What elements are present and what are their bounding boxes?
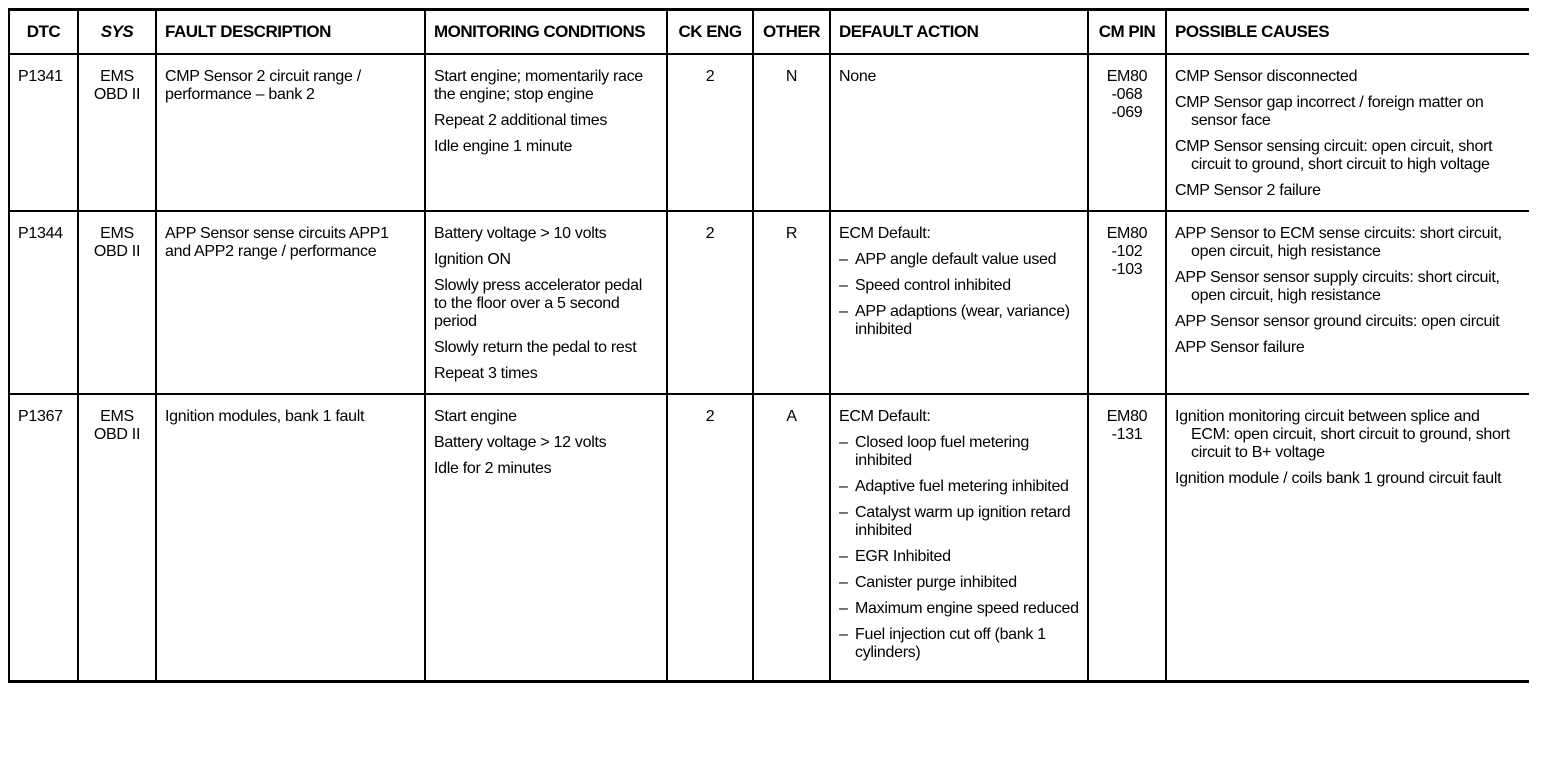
cm-pin-value: EM80 (1106, 225, 1148, 242)
default-action-title: ECM Default: (839, 408, 931, 425)
ck-eng-cell (667, 394, 753, 682)
sys-value: OBD II (93, 243, 141, 260)
sys-value: OBD II (93, 86, 141, 103)
cm-pin-value: EM80 (1106, 68, 1148, 85)
other-cell (753, 394, 830, 682)
dtc-code: P1367 (18, 408, 63, 425)
default-action-item: – Fuel injection cut off (bank 1 cylinders) (839, 626, 1079, 662)
possible-causes-cell (1166, 394, 1529, 682)
default-action-cell (830, 54, 1088, 211)
header-dtc: DTC (9, 10, 78, 55)
default-action-item: – Catalyst warm up ignition retard inhibited (839, 504, 1079, 540)
default-action-item: – Closed loop fuel metering inhibited (839, 434, 1079, 470)
fault-description: Ignition modules, bank 1 fault (165, 408, 365, 425)
sys-cell (78, 54, 156, 211)
other-value: A (786, 408, 797, 425)
default-action-item: – Maximum engine speed reduced (839, 600, 1079, 618)
dtc-code: P1344 (18, 225, 63, 242)
sys-value: OBD II (93, 426, 141, 443)
possible-causes-cell (1166, 54, 1529, 211)
dtc-table (8, 8, 1529, 683)
monitoring-condition: Idle engine 1 minute (434, 138, 573, 155)
fault-description-cell (156, 54, 425, 211)
dtc-cell (9, 211, 78, 394)
cm-pin-cell (1088, 211, 1166, 394)
header-ck-eng: CK ENG (667, 10, 753, 55)
cm-pin-cell (1088, 394, 1166, 682)
other-cell (753, 211, 830, 394)
header-default-action: DEFAULT ACTION (830, 10, 1088, 55)
possible-cause: CMP Sensor 2 failure (1175, 182, 1321, 199)
default-action-title: ECM Default: (839, 225, 931, 242)
default-action-item: – APP adaptions (wear, variance) inhibited (839, 303, 1079, 339)
possible-cause: Ignition module / coils bank 1 ground circuit fault (1175, 470, 1502, 487)
sys-value: EMS (100, 408, 134, 425)
header-fault-description: FAULT DESCRIPTION (156, 10, 425, 55)
header-cm-pin: CM PIN (1088, 10, 1166, 55)
table-row (9, 54, 1529, 211)
sys-cell (78, 394, 156, 682)
monitoring-conditions-cell (425, 394, 667, 682)
ck-eng-value: 2 (705, 68, 715, 85)
header-sys: SYS (78, 10, 156, 55)
default-action-item: – EGR Inhibited (839, 548, 1079, 566)
table-row (9, 394, 1529, 682)
table-body (9, 54, 1529, 682)
sys-value: EMS (100, 225, 134, 242)
monitoring-condition: Idle for 2 minutes (434, 460, 552, 477)
other-value: R (785, 225, 798, 242)
sys-cell (78, 211, 156, 394)
monitoring-condition: Start engine; momentarily race the engine; stop engine (434, 68, 643, 103)
cm-pin-value: -103 (1111, 261, 1143, 278)
ck-eng-cell (667, 54, 753, 211)
default-action-item: – APP angle default value used (839, 251, 1079, 269)
sys-value: EMS (100, 68, 134, 85)
possible-cause: CMP Sensor disconnected (1175, 68, 1358, 85)
default-action-title: None (839, 68, 877, 85)
monitoring-conditions-cell (425, 211, 667, 394)
cm-pin-value: -131 (1111, 426, 1143, 443)
fault-description: APP Sensor sense circuits APP1 and APP2 range / performance (165, 225, 389, 260)
dtc-cell (9, 394, 78, 682)
header-monitoring-conditions: MONITORING CONDITIONS (425, 10, 667, 55)
monitoring-condition: Battery voltage > 10 volts (434, 225, 607, 242)
monitoring-condition: Battery voltage > 12 volts (434, 434, 607, 451)
other-value: N (785, 68, 798, 85)
default-action-item: – Canister purge inhibited (839, 574, 1079, 592)
possible-causes-cell (1166, 211, 1529, 394)
possible-cause: Ignition monitoring circuit between splice and ECM: open circuit, short circuit to ground, short circuit to B+ voltage (1175, 408, 1510, 461)
header-possible-causes: POSSIBLE CAUSES (1166, 10, 1529, 55)
possible-cause: CMP Sensor gap incorrect / foreign matter on sensor face (1175, 94, 1484, 129)
possible-cause: APP Sensor sensor ground circuits: open circuit (1175, 313, 1500, 330)
monitoring-condition: Ignition ON (434, 251, 511, 268)
default-action-cell (830, 211, 1088, 394)
fault-description: CMP Sensor 2 circuit range / performance – bank 2 (165, 68, 361, 103)
cm-pin-value: -068 (1111, 86, 1143, 103)
possible-cause: CMP Sensor sensing circuit: open circuit, short circuit to ground, short circuit to high voltage (1175, 138, 1493, 173)
dtc-code: P1341 (18, 68, 63, 85)
ck-eng-value: 2 (705, 408, 715, 425)
header-row (9, 10, 1529, 55)
possible-cause: APP Sensor to ECM sense circuits: short circuit, open circuit, high resistance (1175, 225, 1502, 260)
table-row (9, 211, 1529, 394)
monitoring-condition: Repeat 2 additional times (434, 112, 608, 129)
possible-cause: APP Sensor failure (1175, 339, 1305, 356)
monitoring-condition: Start engine (434, 408, 517, 425)
dtc-cell (9, 54, 78, 211)
cm-pin-value: -102 (1111, 243, 1143, 260)
possible-cause: APP Sensor sensor supply circuits: short circuit, open circuit, high resistance (1175, 269, 1500, 304)
ck-eng-cell (667, 211, 753, 394)
default-action-cell (830, 394, 1088, 682)
monitoring-conditions-cell (425, 54, 667, 211)
fault-description-cell (156, 211, 425, 394)
header-other: OTHER (753, 10, 830, 55)
monitoring-condition: Slowly press accelerator pedal to the floor over a 5 second period (434, 277, 642, 330)
fault-description-cell (156, 394, 425, 682)
default-action-item: – Speed control inhibited (839, 277, 1079, 295)
monitoring-condition: Repeat 3 times (434, 365, 538, 382)
cm-pin-cell (1088, 54, 1166, 211)
cm-pin-value: -069 (1111, 104, 1143, 121)
cm-pin-value: EM80 (1106, 408, 1148, 425)
default-action-item: – Adaptive fuel metering inhibited (839, 478, 1079, 496)
other-cell (753, 54, 830, 211)
monitoring-condition: Slowly return the pedal to rest (434, 339, 637, 356)
ck-eng-value: 2 (705, 225, 715, 242)
